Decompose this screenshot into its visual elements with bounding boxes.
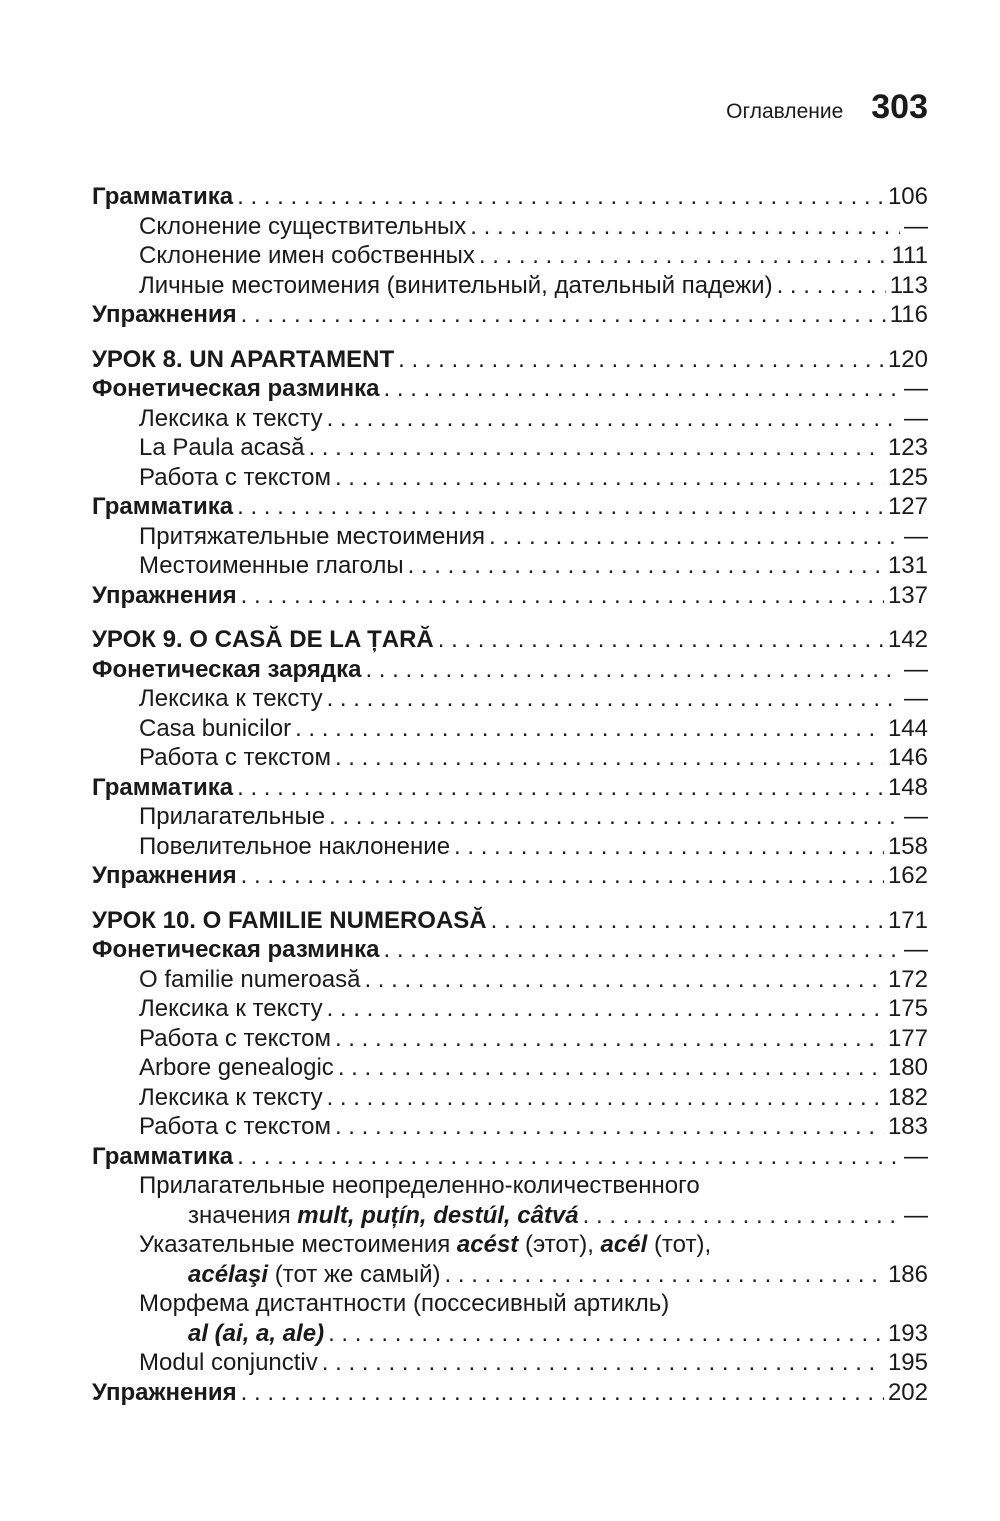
dot-leader	[335, 743, 884, 773]
dot-leader	[384, 935, 900, 965]
toc-label: Casa bunicilor	[139, 714, 292, 742]
toc-label: Личные местоимения (винительный, дательный падежи)	[139, 271, 773, 299]
toc-label-text: значения	[188, 1201, 291, 1229]
dot-leader	[470, 212, 900, 242]
dot-leader	[241, 581, 884, 611]
toc-entry	[92, 1083, 928, 1113]
toc-label: Грамматика	[92, 1142, 234, 1170]
dot-leader	[454, 832, 884, 862]
toc-section	[92, 1142, 928, 1172]
toc-page: 171	[887, 906, 928, 934]
dot-leader	[327, 994, 884, 1024]
dot-leader	[777, 271, 886, 301]
toc-section	[92, 581, 928, 611]
toc-label: Лексика к тексту	[139, 685, 323, 712]
toc-section	[92, 492, 928, 522]
toc-page: 127	[887, 493, 928, 520]
toc-page: 116	[889, 301, 928, 328]
toc-entry	[92, 1201, 928, 1231]
toc-section	[92, 655, 928, 685]
toc-entry	[92, 1112, 928, 1142]
toc-page: 183	[887, 1113, 928, 1140]
toc-page: —	[904, 375, 928, 402]
toc-label: Arbore genealogic	[139, 1054, 334, 1081]
toc-label: УРОК 10. O FAMILIE NUMEROASĂ	[92, 906, 487, 934]
translation: (тот же самый)	[274, 1260, 441, 1288]
dot-leader	[479, 241, 888, 271]
toc-page: 146	[887, 744, 928, 771]
toc-page: 186	[887, 1260, 928, 1288]
toc-page: 120	[887, 345, 928, 373]
toc-label-text: Указательные местоимения	[139, 1231, 451, 1258]
toc-section	[92, 182, 928, 212]
toc-page: 113	[889, 271, 928, 299]
toc-page: 195	[887, 1349, 928, 1376]
toc-label: Лексика к тексту	[139, 1083, 323, 1111]
toc-label: La Paula acasă	[139, 434, 305, 461]
dot-leader	[327, 1083, 884, 1113]
toc-section	[92, 1378, 928, 1408]
toc-label: Местоименные глаголы	[139, 552, 404, 579]
dot-leader	[491, 906, 884, 936]
translation: (тот),	[653, 1231, 712, 1258]
toc-page: 123	[887, 434, 928, 461]
toc-page: —	[904, 803, 928, 830]
toc-entry	[92, 463, 928, 493]
toc-label: Работа с текстом	[139, 1024, 331, 1052]
toc-entry	[92, 965, 928, 995]
toc-entry	[92, 522, 928, 552]
toc-section	[92, 773, 928, 803]
toc-label: Грамматика	[92, 183, 234, 210]
toc-page: 182	[887, 1083, 928, 1111]
toc-page: 193	[887, 1319, 928, 1347]
toc-entry-line1: Морфема дистантности (поссесивный артикль)	[139, 1290, 670, 1317]
toc-entry	[92, 271, 928, 301]
toc-label: Повелительное наклонение	[139, 832, 451, 860]
toc-page: —	[904, 212, 928, 240]
dot-leader	[398, 345, 884, 375]
dot-leader	[308, 433, 883, 463]
toc-page: 125	[887, 463, 928, 491]
dot-leader	[237, 1142, 900, 1172]
toc-label	[188, 1260, 441, 1290]
dot-leader	[322, 1348, 884, 1378]
toc-entry	[92, 994, 928, 1024]
dot-leader	[445, 1260, 884, 1290]
toc-entry	[92, 404, 928, 434]
toc-entry	[92, 1053, 928, 1083]
toc-entry	[92, 1260, 928, 1290]
toc-lesson	[92, 625, 928, 655]
dot-leader	[364, 965, 884, 995]
toc-label: al (ai, a, ale)	[188, 1319, 325, 1347]
toc-entry	[92, 433, 928, 463]
dot-leader	[489, 522, 900, 552]
toc-page: 137	[887, 581, 928, 609]
dot-leader	[335, 1024, 884, 1054]
dot-leader	[237, 492, 884, 522]
toc-entry-line1: Прилагательные неопределенно-количественного	[139, 1172, 700, 1199]
toc-label: Работа с текстом	[139, 463, 331, 491]
toc-entry	[92, 1319, 928, 1349]
dot-leader	[327, 684, 900, 714]
toc-page: 131	[887, 552, 928, 579]
page-number: 303	[871, 88, 928, 126]
toc-label: O familie numeroasă	[139, 965, 361, 993]
toc-page: —	[904, 655, 928, 683]
toc-page: 177	[887, 1024, 928, 1052]
toc-label: Грамматика	[92, 493, 234, 520]
dot-leader	[583, 1201, 900, 1231]
romanian-word: acést	[456, 1231, 519, 1258]
toc-lesson	[92, 345, 928, 375]
toc-section	[92, 374, 928, 404]
toc-label: Фонетическая зарядка	[92, 655, 362, 683]
toc-label: Работа с текстом	[139, 1113, 331, 1140]
toc-section	[92, 300, 928, 330]
romanian-word: acél	[600, 1231, 648, 1258]
toc-page: —	[904, 522, 928, 550]
header-title: Оглавление	[726, 100, 844, 123]
toc-page: 158	[887, 832, 928, 860]
toc-page: —	[904, 1142, 928, 1170]
toc-page: 180	[887, 1054, 928, 1081]
toc-page: 202	[887, 1378, 928, 1406]
dot-leader	[335, 1112, 884, 1142]
toc-entry-line1	[92, 1230, 928, 1260]
dot-leader	[237, 182, 884, 212]
toc-entry	[92, 1024, 928, 1054]
toc-label: Фонетическая разминка	[92, 936, 380, 963]
toc-label: Упражнения	[92, 1378, 237, 1406]
dot-leader	[237, 773, 884, 803]
translation: (этот),	[524, 1231, 594, 1258]
toc-label	[188, 1201, 579, 1231]
toc-page: 148	[887, 773, 928, 801]
dot-leader	[408, 551, 884, 581]
dot-leader	[438, 625, 884, 655]
toc-label: Работа с текстом	[139, 744, 331, 771]
toc-page: —	[904, 404, 928, 432]
dot-leader	[241, 861, 884, 891]
toc-label: Прилагательные	[139, 803, 326, 830]
toc-entry	[92, 684, 928, 714]
toc-entry	[92, 1348, 928, 1378]
toc-page: —	[904, 685, 928, 712]
toc-entry	[92, 551, 928, 581]
toc-lesson	[92, 906, 928, 936]
dot-leader	[327, 404, 900, 434]
toc-page: 142	[887, 626, 928, 653]
table-of-contents	[92, 182, 928, 1407]
toc-label: Склонение имен собственных	[139, 242, 475, 269]
dot-leader	[335, 463, 884, 493]
toc-label: Грамматика	[92, 773, 234, 801]
toc-label: Лексика к тексту	[139, 995, 323, 1022]
toc-page: 172	[887, 965, 928, 993]
toc-page: 111	[891, 242, 928, 269]
toc-entry	[92, 212, 928, 242]
toc-label: УРОК 8. UN APARTAMENT	[92, 345, 395, 373]
toc-label: Склонение существительных	[139, 212, 467, 240]
toc-label: Фонетическая разминка	[92, 375, 380, 402]
toc-label: Упражнения	[92, 581, 237, 609]
dot-leader	[241, 1378, 884, 1408]
toc-page: 106	[887, 183, 928, 210]
dot-leader	[384, 374, 900, 404]
romanian-words: mult, puțín, destúl, câtvá	[297, 1201, 579, 1229]
toc-label: Упражнения	[92, 862, 237, 889]
romanian-word: acélaşi	[188, 1260, 269, 1288]
toc-page: —	[904, 936, 928, 963]
dot-leader	[365, 655, 900, 685]
toc-entry	[92, 241, 928, 271]
toc-page: 175	[887, 995, 928, 1022]
toc-section	[92, 861, 928, 891]
toc-label: Упражнения	[92, 301, 237, 328]
toc-entry	[92, 802, 928, 832]
toc-label: УРОК 9. O CASĂ DE LA ȚARĂ	[92, 626, 434, 653]
toc-label: Притяжательные местоимения	[139, 522, 485, 550]
dot-leader	[328, 1319, 884, 1349]
running-header	[726, 88, 928, 127]
toc-section	[92, 935, 928, 965]
toc-label: Лексика к тексту	[139, 404, 323, 432]
dot-leader	[241, 300, 886, 330]
dot-leader	[329, 802, 900, 832]
dot-leader	[338, 1053, 884, 1083]
toc-page: —	[904, 1201, 928, 1229]
dot-leader	[295, 714, 884, 744]
toc-page: 144	[887, 714, 928, 742]
toc-label: Modul conjunctiv	[139, 1349, 318, 1376]
toc-entry	[92, 714, 928, 744]
toc-entry	[92, 743, 928, 773]
toc-page: 162	[887, 862, 928, 889]
toc-entry	[92, 832, 928, 862]
